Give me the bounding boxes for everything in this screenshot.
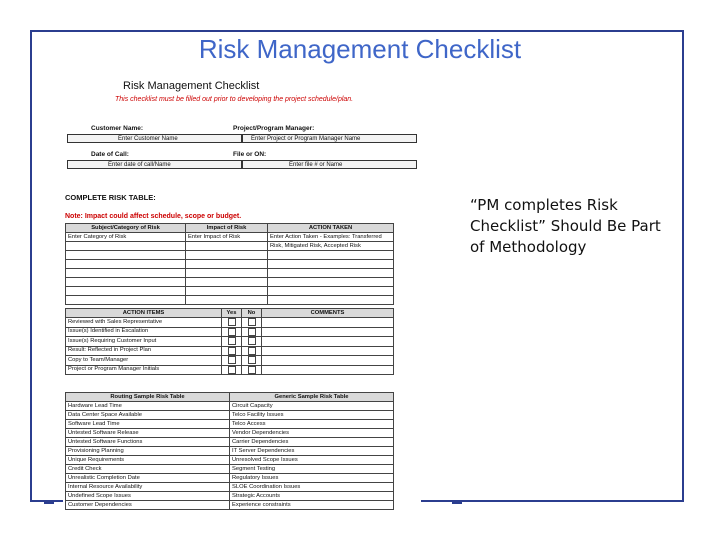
- sample-risk-row: [66, 420, 394, 429]
- action-comment-cell[interactable]: [262, 356, 394, 366]
- risk-header-impact: Impact of Risk: [186, 224, 268, 233]
- risk-cell[interactable]: [268, 251, 394, 260]
- project-manager-label: Project/Program Manager:: [233, 125, 315, 132]
- risk-cell[interactable]: [66, 296, 186, 305]
- doc-subtitle: This checklist must be filled out prior to developing the project schedule/plan.: [115, 96, 354, 103]
- risk-table-row: [66, 287, 394, 296]
- action-comment-cell[interactable]: [262, 327, 394, 337]
- action-yes-cell: [222, 365, 242, 375]
- action-item-row: [66, 356, 394, 366]
- routing-risk-cell: Credit Check: [66, 465, 230, 474]
- action-no-cell: [242, 346, 262, 356]
- action-yes-cell: [222, 356, 242, 366]
- generic-risk-cell: Unresolved Scope Issues: [230, 456, 394, 465]
- risk-table-row: [66, 296, 394, 305]
- sample-risk-row: [66, 483, 394, 492]
- action-item-row: [66, 365, 394, 375]
- sample-risk-row: [66, 501, 394, 510]
- action-item-label: Result: Reflected in Project Plan: [66, 346, 222, 356]
- no-checkbox[interactable]: [248, 337, 256, 345]
- action-item-row: [66, 318, 394, 328]
- routing-risk-cell: Undefined Scope Issues: [66, 492, 230, 501]
- risk-cell[interactable]: Enter Category of Risk: [66, 233, 186, 242]
- action-comment-cell[interactable]: [262, 318, 394, 328]
- slide-title: Risk Management Checklist: [198, 34, 522, 64]
- sample-header-routing: Routing Sample Risk Table: [66, 393, 230, 402]
- complete-risk-heading: COMPLETE RISK TABLE:: [65, 193, 156, 202]
- date-label: Date of Call:: [91, 151, 129, 158]
- risk-cell[interactable]: [66, 287, 186, 296]
- yes-checkbox[interactable]: [228, 366, 236, 374]
- action-item-label: Copy to Team/Manager: [66, 356, 222, 366]
- checklist-document: [63, 78, 421, 512]
- risk-cell[interactable]: [186, 287, 268, 296]
- action-item-label: Issue(s) Requiring Customer Input: [66, 337, 222, 347]
- customer-name-label: Customer Name:: [91, 125, 144, 132]
- impact-note: Note: Impact could affect schedule, scope or budget.: [65, 213, 242, 220]
- action-item-label: Issue(s) Identified in Escalation: [66, 327, 222, 337]
- action-yes-cell: [222, 337, 242, 347]
- action-yes-cell: [222, 346, 242, 356]
- risk-cell[interactable]: Risk, Mitigated Risk, Accepted Risk: [268, 242, 394, 251]
- sample-risk-row: [66, 456, 394, 465]
- sample-risk-table: [65, 392, 394, 510]
- risk-cell[interactable]: Enter Impact of Risk: [186, 233, 268, 242]
- risk-cell[interactable]: [268, 269, 394, 278]
- risk-table-row: [66, 242, 394, 251]
- generic-risk-cell: Telco Facility Issues: [230, 411, 394, 420]
- routing-risk-cell: Untested Software Functions: [66, 438, 230, 447]
- action-comment-cell[interactable]: [262, 346, 394, 356]
- sample-risk-row: [66, 438, 394, 447]
- doc-title: Risk Management Checklist: [123, 80, 260, 92]
- date-field[interactable]: Enter date of call/Name: [67, 160, 242, 169]
- risk-cell[interactable]: [186, 260, 268, 269]
- generic-risk-cell: Telco Access: [230, 420, 394, 429]
- routing-risk-cell: Provisioning Planning: [66, 447, 230, 456]
- risk-cell[interactable]: [268, 278, 394, 287]
- file-label: File or ON:: [233, 151, 267, 158]
- bottom-line-left: [44, 502, 54, 504]
- action-item-row: [66, 327, 394, 337]
- routing-risk-cell: Internal Resource Availability: [66, 483, 230, 492]
- risk-header-subject: Subject/Category of Risk: [66, 224, 186, 233]
- routing-risk-cell: Unrealistic Completion Date: [66, 474, 230, 483]
- routing-risk-cell: Unique Requirements: [66, 456, 230, 465]
- no-checkbox[interactable]: [248, 328, 256, 336]
- generic-risk-cell: Circuit Capacity: [230, 402, 394, 411]
- risk-cell[interactable]: [186, 251, 268, 260]
- risk-cell[interactable]: [66, 260, 186, 269]
- sample-risk-row: [66, 429, 394, 438]
- routing-risk-cell: Customer Dependencies: [66, 501, 230, 510]
- risk-cell[interactable]: [66, 251, 186, 260]
- risk-table-row: [66, 260, 394, 269]
- action-no-cell: [242, 337, 262, 347]
- risk-cell[interactable]: [186, 269, 268, 278]
- generic-risk-cell: Vendor Dependencies: [230, 429, 394, 438]
- routing-risk-cell: Untested Software Release: [66, 429, 230, 438]
- risk-cell[interactable]: [186, 242, 268, 251]
- risk-cell[interactable]: [66, 278, 186, 287]
- generic-risk-cell: SLOE Coordination Issues: [230, 483, 394, 492]
- risk-table-row: [66, 278, 394, 287]
- action-item-label: Reviewed with Sales Representative: [66, 318, 222, 328]
- action-item-row: [66, 337, 394, 347]
- action-item-row: [66, 346, 394, 356]
- risk-table-row: [66, 233, 394, 242]
- no-checkbox[interactable]: [248, 347, 256, 355]
- action-items-table: [65, 308, 394, 375]
- action-comment-cell[interactable]: [262, 365, 394, 375]
- yes-checkbox[interactable]: [228, 318, 236, 326]
- sample-risk-row: [66, 402, 394, 411]
- generic-risk-cell: IT Server Dependencies: [230, 447, 394, 456]
- sample-header-generic: Generic Sample Risk Table: [230, 393, 394, 402]
- risk-cell[interactable]: Enter Action Taken - Examples: Transferred: [268, 233, 394, 242]
- generic-risk-cell: Regulatory Issues: [230, 474, 394, 483]
- action-no-cell: [242, 327, 262, 337]
- generic-risk-cell: Segment Testing: [230, 465, 394, 474]
- yes-checkbox[interactable]: [228, 356, 236, 364]
- sample-risk-row: [66, 411, 394, 420]
- no-checkbox[interactable]: [248, 366, 256, 374]
- project-manager-field[interactable]: Enter Project or Program Manager Name: [242, 134, 417, 143]
- risk-cell[interactable]: [268, 260, 394, 269]
- bottom-line-right: [452, 502, 462, 504]
- action-header-items: ACTION ITEMS: [66, 309, 222, 318]
- action-header-no: No: [242, 309, 262, 318]
- sample-risk-row: [66, 492, 394, 501]
- yes-checkbox[interactable]: [228, 337, 236, 345]
- action-no-cell: [242, 365, 262, 375]
- risk-cell[interactable]: [66, 242, 186, 251]
- routing-risk-cell: Software Lead Time: [66, 420, 230, 429]
- yes-checkbox[interactable]: [228, 328, 236, 336]
- generic-risk-cell: Carrier Dependencies: [230, 438, 394, 447]
- action-yes-cell: [222, 318, 242, 328]
- action-header-yes: Yes: [222, 309, 242, 318]
- risk-table-row: [66, 251, 394, 260]
- file-field[interactable]: Enter file # or Name: [242, 160, 417, 169]
- routing-risk-cell: Hardware Lead Time: [66, 402, 230, 411]
- action-header-comments: COMMENTS: [262, 309, 394, 318]
- risk-table-row: [66, 269, 394, 278]
- action-item-label: Project or Program Manager Initials: [66, 365, 222, 375]
- risk-table: [65, 223, 394, 305]
- risk-cell[interactable]: [66, 269, 186, 278]
- customer-name-field[interactable]: Enter Customer Name: [67, 134, 242, 143]
- no-checkbox[interactable]: [248, 356, 256, 364]
- no-checkbox[interactable]: [248, 318, 256, 326]
- action-no-cell: [242, 356, 262, 366]
- risk-cell[interactable]: [186, 296, 268, 305]
- action-no-cell: [242, 318, 262, 328]
- sample-risk-row: [66, 474, 394, 483]
- sample-risk-row: [66, 465, 394, 474]
- generic-risk-cell: Strategic Accounts: [230, 492, 394, 501]
- action-comment-cell[interactable]: [262, 337, 394, 347]
- risk-cell[interactable]: [268, 296, 394, 305]
- generic-risk-cell: Experience constraints: [230, 501, 394, 510]
- risk-cell[interactable]: [186, 278, 268, 287]
- risk-cell[interactable]: [268, 287, 394, 296]
- callout-text: “PM completes Risk Checklist” Should Be Part of Methodology: [470, 196, 661, 256]
- sample-risk-row: [66, 447, 394, 456]
- risk-header-action: ACTION TAKEN: [268, 224, 394, 233]
- routing-risk-cell: Data Center Space Available: [66, 411, 230, 420]
- action-yes-cell: [222, 327, 242, 337]
- yes-checkbox[interactable]: [228, 347, 236, 355]
